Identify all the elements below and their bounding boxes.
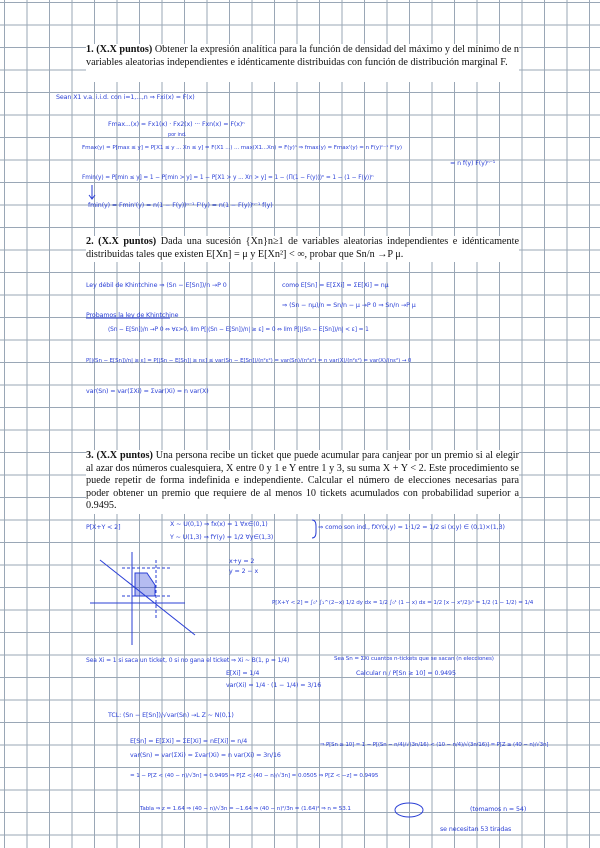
problem-1-points: (X.X puntos) xyxy=(96,44,153,55)
hw-p3-line-4: ⇒ como son ind., fXY(x,y) = 1·1/2 = 1/2 si (x,y) ∈ (0,1)×(1,3) xyxy=(318,524,505,531)
hw-p3-line-11: Sea Sn = ΣXi cuantos n-tickets que se sacan (n elecciones) xyxy=(334,656,494,662)
problem-3-text: Una persona recibe un ticket que puede acumular para canjear por un premio si al elegir al azar dos números cualesquiera, X entre 0 y 1 e Y entre 1 y 3, su suma X + Y < 2. Este procedimiento se puede repetir de forma indefinida e independiente. Calcular el número de elecciones necesarias para poder obtener un premio que requiere de al menos 10 tickets acumulados con probabilidad superior a 0.9495. xyxy=(86,450,520,512)
hw-p3-line-17: = 1 − P[Z < (40 − n)/√3n] = 0.9495 ⇒ P[Z < (40 − n)/√3n] = 0.0505 ⇒ P[Z < −z] = 0.9495 xyxy=(130,773,379,779)
hw-p1-line-5: = n f(y) F(y)ⁿ⁻¹ xyxy=(450,160,496,167)
hw-p2-line-2: como E[Sn] = E[ΣXi] = ΣE[Xi] = nμ xyxy=(282,282,389,289)
hw-p3-line-9: E[Xi] = 1/4 xyxy=(226,670,260,677)
hw-p1-line-7: fmin(y) = Fmin'(y) = n(1 − F(y))ⁿ⁻¹ F'(y) = n(1 − F(y))ⁿ⁻¹ f(y) xyxy=(88,202,273,209)
hw-p2-line-6: P[|(Sn − E[Sn])/n| ≥ ε] = P[|Sn − E[Sn]| ≥ nε] ≤ var(Sn − E[Sn])/(n²ε²) = var(Sn)/(n²ε²) = n var(X)/(n²ε²) = var(X)/(nε²) → 0 xyxy=(86,358,412,364)
problem-2-number: 2. xyxy=(86,236,94,247)
hw-p2-line-5: (Sn − E[Sn])/n →P 0 ⇔ ∀ε>0, lim P[|(Sn − E[Sn])/n| ≥ ε] = 0 ⇔ lim P[|(Sn − E[Sn])/n| < ε] = 1 xyxy=(108,327,369,333)
hw-p2-line-1: Ley débil de Khintchine ⇒ (Sn − E[Sn])/n →P 0 xyxy=(86,282,227,289)
diagram-shaded-region xyxy=(135,573,155,596)
hw-p3-line-14: E[Sn] = E[ΣXi] = ΣE[Xi] = nE[Xi] = n/4 xyxy=(130,738,248,745)
problem-2-text: Dada una sucesión {Xn}n≥1 de variables aleatorias independientes e idénticamente distribuidas tales que existen E[Xn] = μ y E[Xn²] < ∞, probar que Sn/n →P μ. xyxy=(86,236,519,260)
hw-p3-line-7: P[X+Y < 2] = ∫₀¹ ∫₁^(2−x) 1/2 dy dx = 1/2 ∫₀¹ (1 − x) dx = 1/2 [x − x²/2]₀¹ = 1/2 (1 − 1/2) = 1/4 xyxy=(272,600,534,606)
hw-p3-line-5: x+y = 2 xyxy=(229,558,255,565)
hw-p1-line-6: Fmin(y) = P[min ≤ y] = 1 − P[min > y] = 1 − P[X1 > y ... Xn > y] = 1 − (Π(1 − F(y)))ⁿ = 1 − (1 − F(y))ⁿ xyxy=(82,175,374,181)
diagram-line-x-plus-y-eq-2 xyxy=(100,560,195,635)
hw-p3-line-10: var(Xi) = 1/4 · (1 − 1/4) = 3/16 xyxy=(226,682,322,689)
hw-p3-line-20: se necesitan 53 tiradas xyxy=(440,826,512,833)
hw-p3-line-3: Y ~ U(1,3) ⇒ fY(y) = 1/2 ∀y∈(1,3) xyxy=(170,534,274,541)
problem-2-points: (X.X puntos) xyxy=(98,236,157,247)
hw-p3-line-19: (tomamos n = 54) xyxy=(470,806,527,813)
hw-p3-line-13: TCL: (Sn − E[Sn])/√var(Sn) →L Z ~ N(0,1) xyxy=(108,712,234,719)
hw-p3-line-2: X ~ U(0,1) ⇒ fx(x) = 1 ∀x∈(0,1) xyxy=(170,521,268,528)
problem-3-points: (X.X puntos) xyxy=(96,450,153,461)
region-diagram xyxy=(90,552,195,645)
problem-1-number: 1. xyxy=(86,44,94,55)
problem-1-text: Obtener la expresión analítica para la función de densidad del máximo y del mínimo de n variables aleatorias independientes e idénticamente distribuidas con función de distribución marginal F. xyxy=(86,44,520,68)
hw-p1-line-2: Fmax...(x) = Fx1(x) · Fx2(x) ··· Fxn(x) = F(x)ⁿ xyxy=(108,121,245,128)
hw-p2-line-3: ⇒ (Sn − nμ)/n = Sn/n − μ →P 0 ⇒ Sn/n →P μ xyxy=(282,302,416,309)
hw-p2-line-4: Probamos la ley de Khintchine xyxy=(86,312,179,319)
hw-p1-line-1: Sean X1 v.a. i.i.d. con i=1,...,n ⇒ Fxi(x) = F(x) xyxy=(56,94,195,101)
circled-value xyxy=(395,803,423,817)
hw-p3-line-15: var(Sn) = var(ΣXi) = Σvar(Xi) = n var(Xi) = 3n/16 xyxy=(130,752,281,759)
hw-p3-line-1: P[X+Y < 2] xyxy=(86,524,121,531)
hw-p2-line-7: var(Sn) = var(ΣXi) = Σvar(Xi) = n var(X) xyxy=(86,388,209,395)
hw-p3-line-6: y = 2 − x xyxy=(229,568,259,575)
hw-p3-line-18: Tabla ⇒ z = 1.64 ⇒ (40 − n)/√3n = −1.64 ⇒ (40 − n)²/3n = (1.64)² ⇒ n = 53.1 xyxy=(140,806,351,812)
hw-p3-line-8: Sea Xi = 1 si saca un ticket, 0 si no gana el ticket ⇒ Xi ~ B(1, p = 1/4) xyxy=(86,657,290,664)
brace-icon xyxy=(312,520,316,538)
hw-p1-line-4: Fmax(y) = P[max ≤ y] = P[X1 ≤ y ... Xn ≤ y] = F(X1 ...) ... max(X1...Xn) = F(y)ⁿ ⇒ fmax(y) = Fmax'(y) = n F(y)ⁿ⁻¹ F'(y) xyxy=(82,145,402,151)
hw-p3-line-16: ⇒ P[Sn ≥ 10] = 1 − P[(Sn − n/4)/√(3n/16) < (10 − n/4)/√(3n/16)] = P[Z ≥ (40 − n)/√3n] xyxy=(320,742,549,748)
hw-p1-line-3: por ind. xyxy=(168,132,187,138)
arrow-down-icon xyxy=(89,185,95,199)
hw-p3-line-12: Calcular n / P[Sn ≥ 10] = 0.9495 xyxy=(356,670,456,677)
problem-3-number: 3. xyxy=(86,450,94,461)
